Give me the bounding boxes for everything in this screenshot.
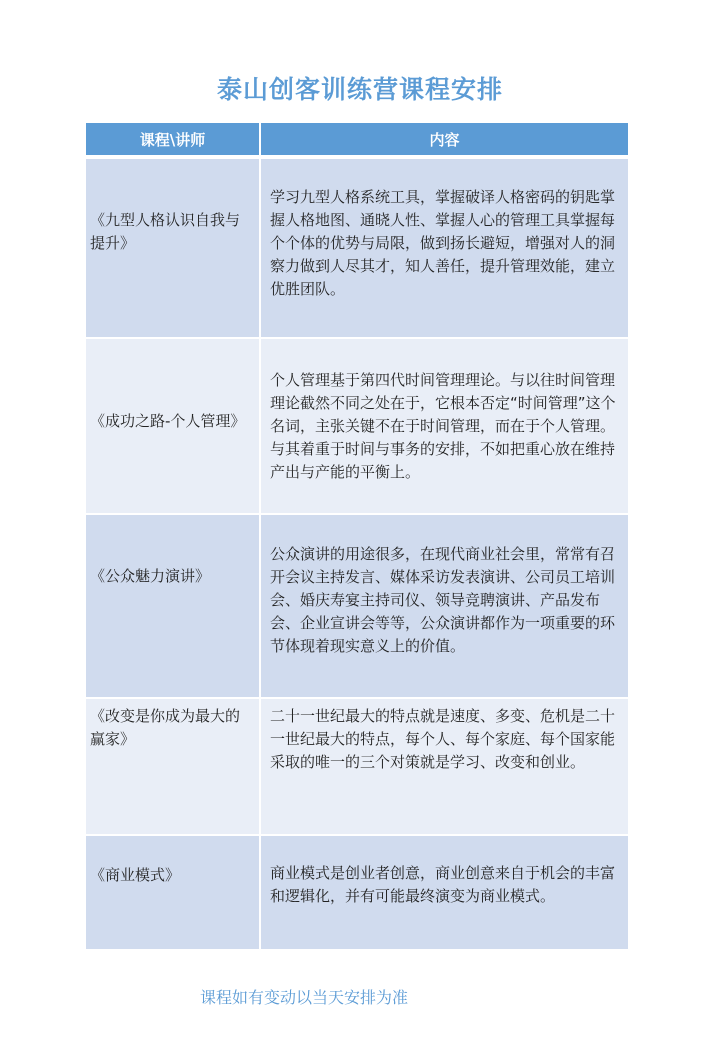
table-row [86,514,628,698]
course-name-cell: 《九型人格认识自我与提升》 [86,157,260,338]
course-name-cell: 《成功之路-个人管理》 [86,338,260,514]
course-content-cell: 公众演讲的用途很多，在现代商业社会里，常常有召开会议主持发言、媒体采访发表演讲、公司员工培训会、婚庆寿宴主持司仪、领导竞聘演讲、产品发布会、企业宣讲会等等，公众演讲都作为一项重要的环节体现着现实意义上的价值。 [260,514,628,698]
course-name-cell: 《公众魅力演讲》 [86,514,260,698]
table-header-row [86,123,628,157]
page-title: 泰山创客训练营课程安排 [216,75,503,104]
course-schedule-table [86,123,628,951]
course-content-cell: 个人管理基于第四代时间管理理论。与以往时间管理理论截然不同之处在于，它根本否定“时间管理”这个名词，主张关键不在于时间管理，而在于个人管理。与其着重于时间与事务的安排，不如把重心放在维持产出与产能的平衡上。 [260,338,628,514]
course-name-cell: 《改变是你成为最大的赢家》 [86,698,260,835]
footer-note: 课程如有变动以当天安排为准 [200,988,409,1007]
course-content-cell: 学习九型人格系统工具，掌握破译人格密码的钥匙掌握人格地图、通晓人性、掌握人心的管理工具掌握每个个体的优势与局限，做到扬长避短，增强对人的洞察力做到人尽其才，知人善任，提升管理效能，建立优胜团队。 [260,157,628,338]
course-name-cell: 《商业模式》 [86,835,260,950]
course-content-cell: 商业模式是创业者创意，商业创意来自于机会的丰富和逻辑化，并有可能最终演变为商业模式。 [260,835,628,950]
table-row [86,338,628,514]
table-row [86,157,628,338]
course-content-cell: 二十一世纪最大的特点就是速度、多变、危机是二十一世纪最大的特点，每个人、每个家庭、每个国家能采取的唯一的三个对策就是学习、改变和创业。 [260,698,628,835]
column-header-course: 课程\讲师 [86,123,260,157]
column-header-content: 内容 [260,123,628,157]
table-row [86,698,628,835]
table-row [86,835,628,950]
